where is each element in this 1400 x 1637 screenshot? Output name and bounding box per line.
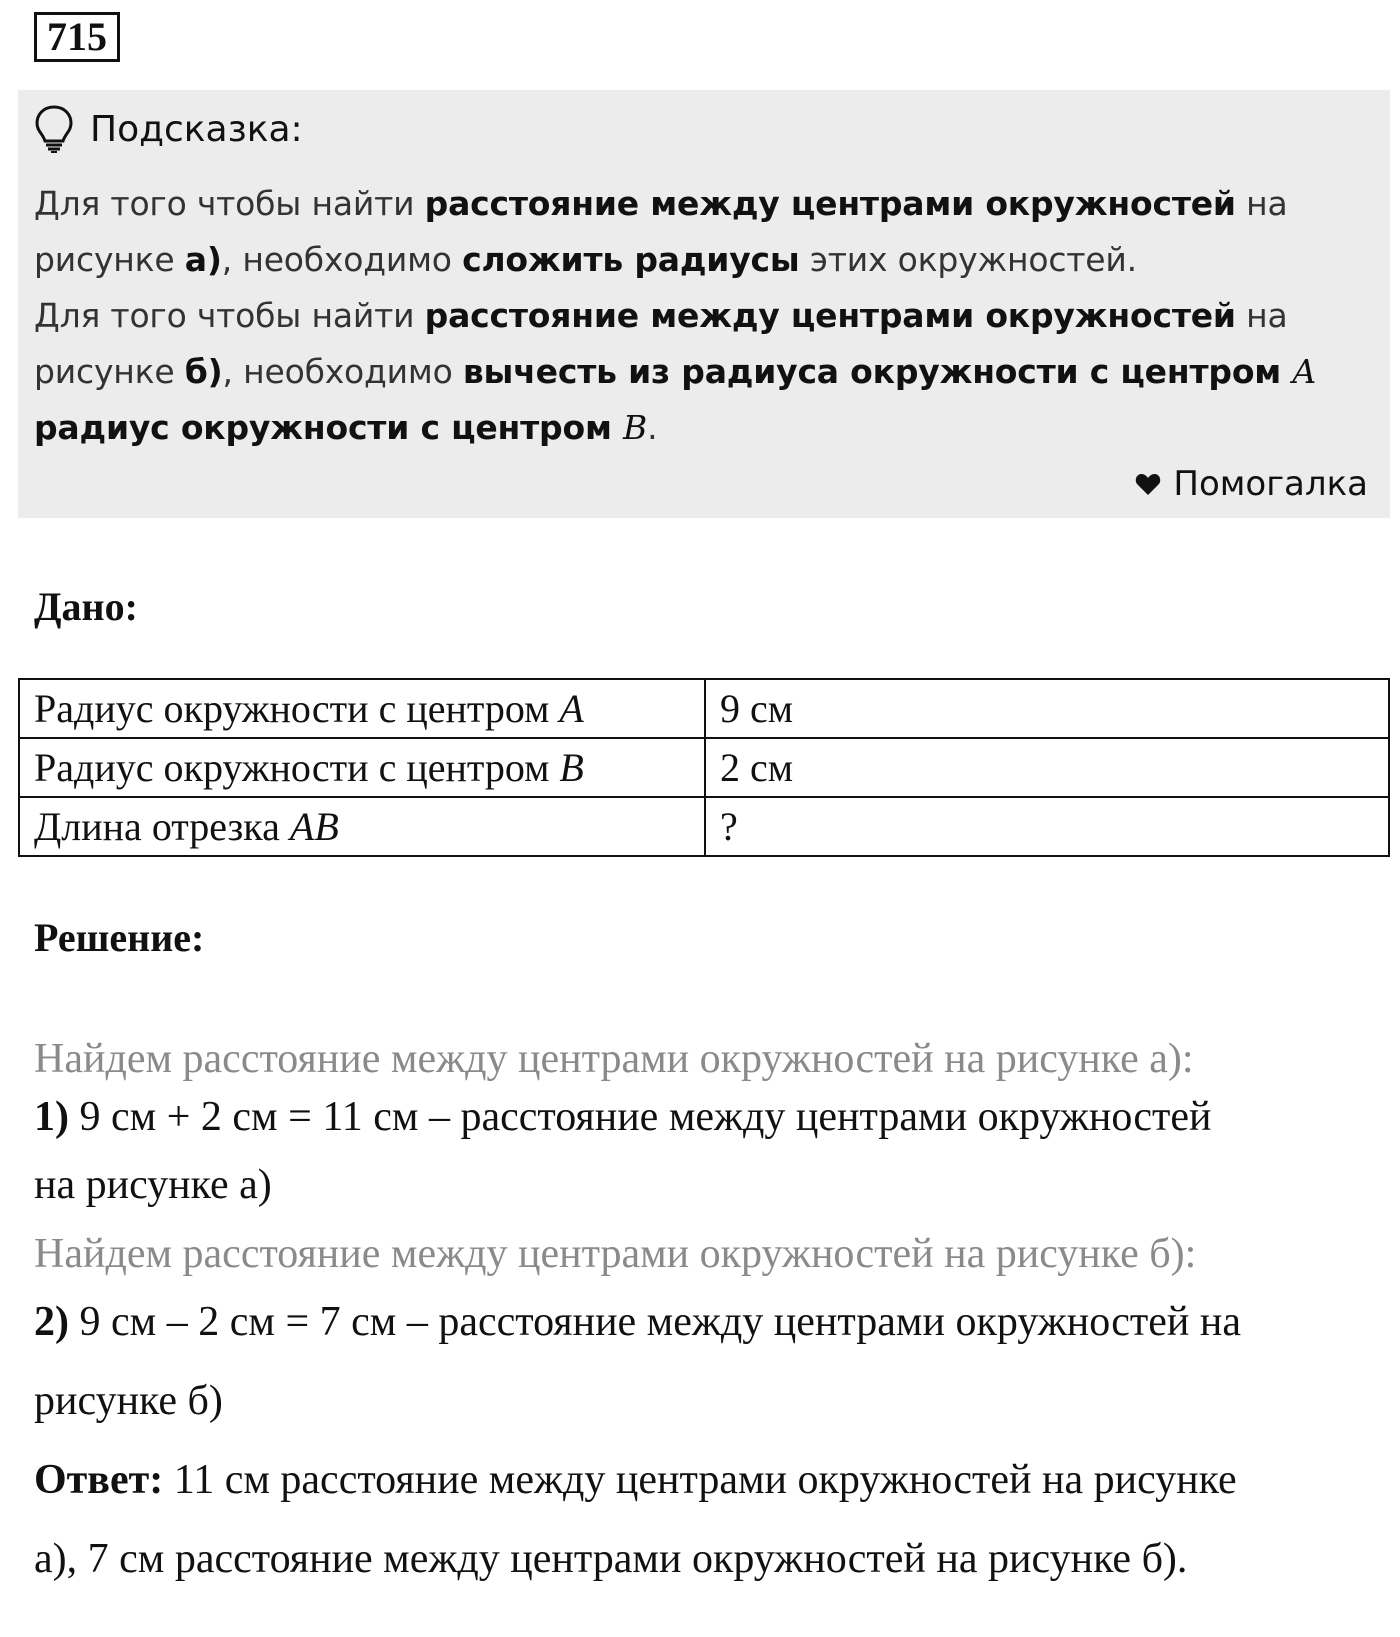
hint-bold-part: сложить радиусы [462,240,800,279]
hint-box [18,90,1390,518]
hint-variable: B [623,408,648,447]
given-title: Дано: [34,584,138,629]
given-label-text: Длина отрезка [34,804,290,849]
given-variable: B [559,745,584,790]
step-text: 9 см + 2 см = 11 см – расстояние между центрами окружностей [69,1094,1212,1140]
hint-bold-part: радиус окружности с центром [34,408,624,447]
hint-text-part: на рисунке [34,184,1288,279]
solution-comment: Найдем расстояние между центрами окружностей на рисунке а): [34,1036,1194,1082]
hint-bold-part: расстояние между центрами окружностей [424,184,1236,223]
hint-bold-part: б) [184,352,223,391]
hint-text-part: этих окружностей. [799,240,1137,279]
hint-text-part: Для того чтобы найти [34,184,425,223]
given-value: ? [705,797,1389,856]
hint-text [34,176,1368,456]
solution-step [34,1283,1374,1362]
solution-step-continued: на рисунке а) [34,1162,272,1208]
task-number: 715 [34,12,120,62]
given-value: 9 см [705,679,1389,738]
answer-text: 11 см расстояние между центрами окружностей на рисунке [163,1457,1237,1503]
solution-body [34,1030,1374,1599]
step-number: 1) [34,1094,69,1140]
hint-title: Подсказка: [90,108,303,150]
hint-bold-part: расстояние между центрами окружностей [424,296,1236,335]
answer [34,1441,1374,1520]
given-variable: A [559,686,584,731]
hint-bold-part: а) [184,240,222,279]
hint-text-part: . [647,408,658,447]
solution-comment: Найдем расстояние между центрами окружностей на рисунке б): [34,1231,1197,1277]
hint-text-part: Для того чтобы найти [34,296,425,335]
solution-step-continued: рисунке б) [34,1378,223,1424]
hint-bold-part: вычесть из радиуса окружности с центром [462,352,1293,391]
given-value: 2 см [705,738,1389,797]
hint-text-part: , необходимо [221,240,463,279]
table-row [19,738,1389,797]
solution-title: Решение: [34,915,205,960]
hint-text-part: , необходимо [222,352,463,391]
heart-icon [1135,472,1161,496]
table-row [19,797,1389,856]
answer-label: Ответ: [34,1457,164,1503]
hint-text-part: на рисунке [34,296,1288,391]
given-label [19,679,705,738]
table-row [19,679,1389,738]
answer-continued: а), 7 см расстояние между центрами окружностей на рисунке б). [34,1536,1188,1582]
hint-variable: A [1292,352,1316,391]
given-label-text: Радиус окружности с центром [34,745,560,790]
given-label [19,797,705,856]
given-label [19,738,705,797]
lightbulb-icon [34,104,74,154]
given-variable: AB [289,804,339,849]
step-text: 9 см – 2 см = 7 см – расстояние между центрами окружностей на [69,1299,1242,1345]
brand-signature [1135,464,1368,504]
given-table [18,678,1390,857]
hint-header [34,104,1368,154]
given-label-text: Радиус окружности с центром [34,686,560,731]
solution-step [34,1088,1374,1146]
brand-name: Помогалка [1173,464,1368,504]
step-number: 2) [34,1299,69,1345]
